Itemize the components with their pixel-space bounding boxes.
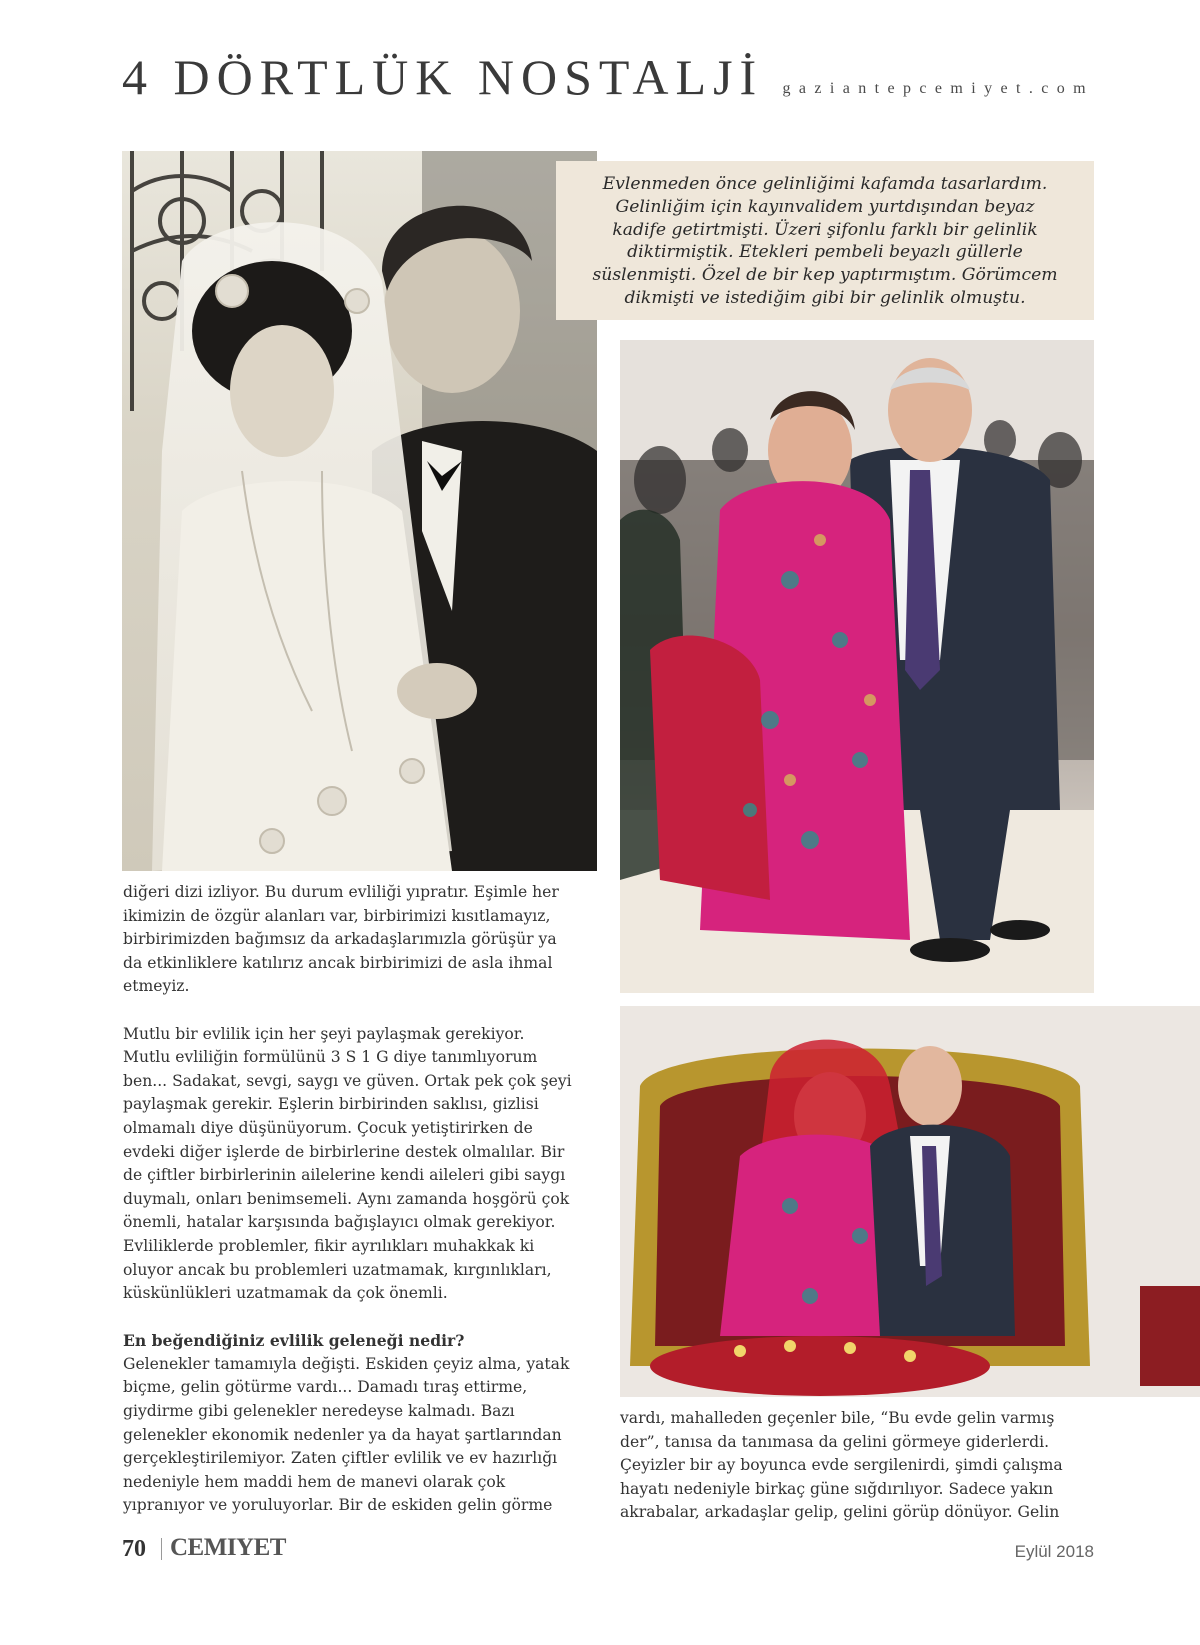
text-line: gerçekleştirilemiyor. Zaten çiftler evlilik ve ev hazırlığı — [123, 1449, 558, 1468]
text-line: yıpranıyor ve yoruluyorlar. Bir de eskiden gelin görme — [123, 1496, 553, 1515]
text-line: önemli, hatalar karşısında bağışlayıcı olmak gerekiyor. — [123, 1213, 556, 1232]
paragraph — [123, 1329, 593, 1518]
left-column-text — [123, 881, 593, 1518]
text-line: gelenekler ekonomik nedenler ya da hayat şartlarından — [123, 1425, 562, 1444]
text-line: Gelenekler tamamıyla değişti. Eskiden çeyiz alma, yatak — [123, 1354, 570, 1373]
throne-couple-photo — [620, 1006, 1200, 1397]
dancing-couple-illustration — [620, 340, 1094, 993]
text-line: olmamalı diye düşünüyorum. Çocuk yetiştirirken de — [123, 1118, 533, 1137]
page-number: 70 — [122, 1536, 146, 1562]
quote-line: süslenmişti. Özel de bir kep yaptırmıştım. Görümcem — [592, 265, 1058, 286]
dancing-couple-photo — [620, 340, 1094, 993]
text-line: etmeyiz. — [123, 977, 190, 996]
text-line: Mutlu evliliğin formülünü 3 S 1 G diye tanımlıyorum — [123, 1048, 538, 1067]
quote-line: Evlenmeden önce gelinliğimi kafamda tasarlardım. — [602, 174, 1048, 194]
text-line: da etkinliklere katılırız ancak birbirimizi de asla ihmal — [123, 953, 553, 972]
site-url: gaziantepcemiyet.com — [782, 80, 1094, 97]
interview-question: En beğendiğiniz evlilik geleneği nedir? — [123, 1331, 465, 1351]
text-line: giydirme gibi gelenekler neredeyse kalmadı. Bazı — [123, 1402, 515, 1421]
vintage-wedding-photo — [122, 151, 597, 871]
text-line: hayatı nedeniyle birkaç güne sığdırılıyor. Sadece yakın — [620, 1479, 1054, 1498]
text-line: evdeki diğer işlerde de birbirlerine destek olmalılar. Bir — [123, 1142, 565, 1161]
throne-couple-illustration — [620, 1006, 1200, 1397]
footer-divider — [161, 1538, 162, 1560]
vintage-wedding-illustration — [122, 151, 597, 871]
issue-date: Eylül 2018 — [1014, 1542, 1094, 1561]
text-line: birbirimizden bağımsız da arkadaşlarımızla görüşür ya — [123, 930, 557, 949]
text-line: ikimizin de özgür alanları var, birbirimizi kısıtlamayız, — [123, 906, 551, 925]
text-line: Evliliklerde problemler, fikir ayrılıkları muhakkak ki — [123, 1236, 535, 1255]
text-line: der”, tanısa da tanımasa da gelini görmeye giderlerdi. — [620, 1432, 1050, 1451]
text-line: akrabalar, arkadaşlar gelip, gelini görüp dönüyor. Gelin — [620, 1503, 1060, 1522]
text-line: Çeyizler bir ay boyunca evde sergilenirdi, şimdi çalışma — [620, 1456, 1063, 1475]
quote-text — [572, 173, 1078, 310]
text-line: Mutlu bir evlilik için her şeyi paylaşmak gerekiyor. — [123, 1024, 525, 1043]
text-line: vardı, mahalleden geçenler bile, “Bu evde gelin varmış — [620, 1409, 1055, 1427]
section-title: 4 DÖRTLÜK NOSTALJİ — [122, 49, 764, 105]
quote-line: Gelinliğim için kayınvalidem yurtdışından beyaz — [615, 196, 1035, 217]
text-line: biçme, gelin götürme vardı... Damadı tıraş ettirme, — [123, 1378, 528, 1397]
quote-line: diktirmiştik. Etekleri pembeli beyazlı güllerle — [627, 242, 1023, 263]
right-column-text — [620, 1407, 1094, 1525]
paragraph — [620, 1407, 1094, 1525]
paragraph — [123, 881, 593, 999]
quote-box — [556, 161, 1094, 320]
text-line: oluyor ancak bu problemleri uzatmamak, kırgınlıkları, — [123, 1260, 552, 1279]
text-line: diğeri dizi izliyor. Bu durum evliliği yıpratır. Eşimle her — [123, 883, 559, 901]
text-line: duymalı, onları benimsemeli. Aynı zamanda hoşgörü çok — [123, 1189, 570, 1208]
text-line: nedeniyle hem maddi hem de manevi olarak çok — [123, 1472, 506, 1491]
paragraph — [123, 1023, 593, 1306]
text-line: de çiftler birbirlerinin ailelerine kendi aileleri gibi saygı — [123, 1166, 566, 1185]
magazine-brand: CEMIYET — [170, 1534, 286, 1561]
text-line: ben... Sadakat, sevgi, saygı ve güven. Ortak pek çok şeyi — [123, 1071, 572, 1090]
quote-line: dikmişti ve istediğim gibi bir gelinlik olmuştu. — [624, 287, 1026, 308]
quote-line: kadife getirtmişti. Üzeri şifonlu farklı bir gelinlik — [612, 219, 1038, 240]
text-line: paylaşmak gerekir. Eşlerin birbirinden saklısı, gizlisi — [123, 1095, 539, 1114]
text-line: küskünlükleri uzatmamak da çok önemli. — [123, 1284, 448, 1303]
